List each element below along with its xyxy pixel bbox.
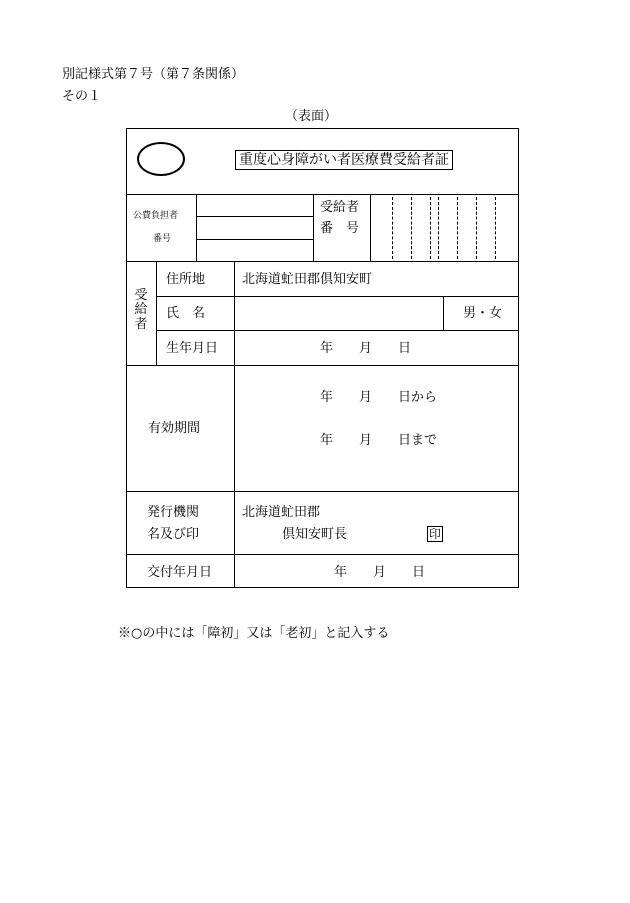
recipient-no-label-2: 番 号 [320, 221, 360, 236]
gender-value: 男・女 [463, 306, 503, 321]
form-number: 別記様式第７号（第７条関係） [62, 67, 245, 82]
footnote: ※○の中には「障初」又は「老初」と記入する [118, 626, 390, 641]
birth-value: 年 月 日 [320, 341, 412, 356]
validity-from: 年 月 日から [320, 390, 438, 405]
recipient-section-label: 受 給 者 [134, 288, 148, 332]
address-label: 住所地 [166, 272, 206, 287]
card-side-label: （表面） [285, 109, 338, 124]
validity-label: 有効期間 [148, 421, 201, 436]
issuer-value-2: 倶知安町長 [282, 527, 348, 542]
validity-to: 年 月 日まで [320, 433, 438, 448]
recipient-no-label-1: 受給者 [320, 200, 360, 215]
recipient-card [126, 128, 519, 588]
issue-date-label: 交付年月日 [147, 565, 213, 580]
address-value: 北海道虻田郡倶知安町 [242, 272, 373, 287]
card-title: 重度心身障がい者医療費受給者証 [235, 150, 453, 170]
birth-label: 生年月日 [166, 341, 219, 356]
issuer-value-1: 北海道虻田郡 [242, 505, 321, 520]
issue-date-value: 年 月 日 [334, 565, 426, 580]
form-part: その１ [62, 89, 102, 104]
issuer-label-2: 名及び印 [147, 527, 200, 542]
category-oval [137, 142, 185, 176]
payer-label-2: 番号 [153, 234, 172, 244]
issuer-label-1: 発行機関 [147, 505, 200, 520]
name-label: 氏 名 [166, 306, 206, 321]
seal-box: 印 [429, 527, 442, 541]
payer-label-1: 公費負担者 [133, 211, 179, 221]
